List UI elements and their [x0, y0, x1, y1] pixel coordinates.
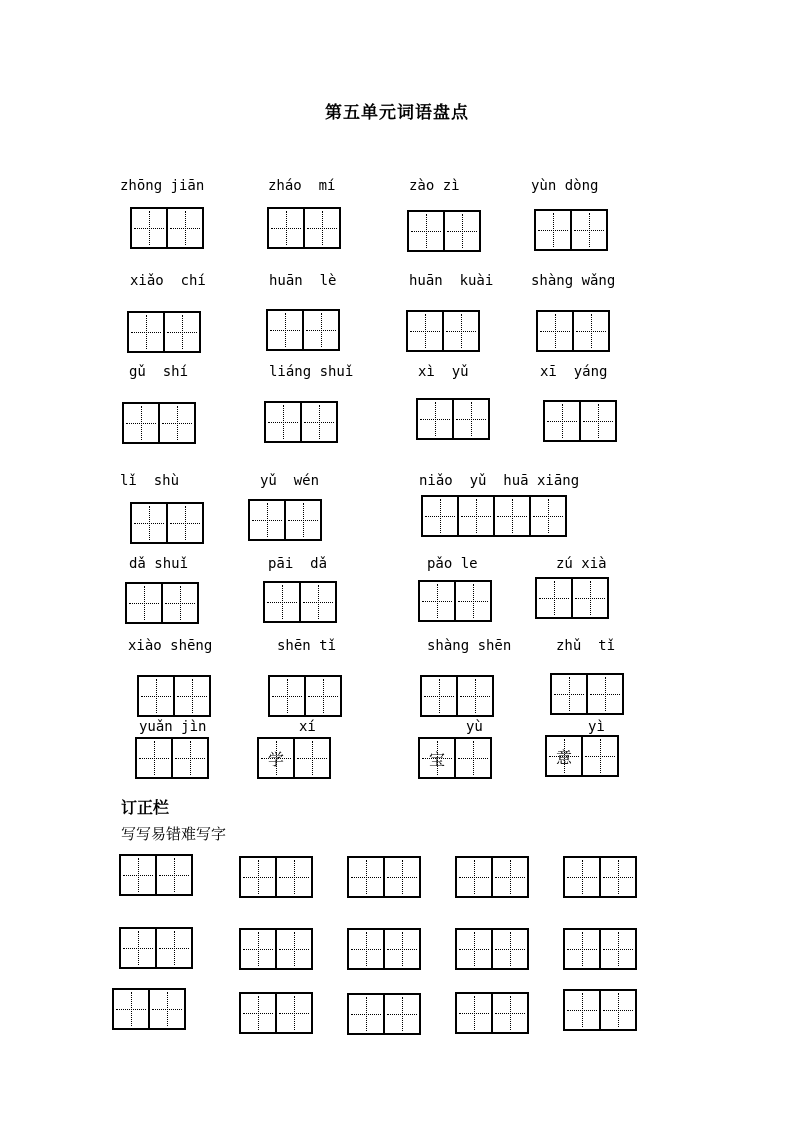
practice-grid[interactable]: [239, 856, 313, 898]
char-cell[interactable]: [121, 929, 155, 967]
practice-grid[interactable]: [119, 854, 193, 896]
char-cell[interactable]: [259, 739, 293, 777]
char-cell[interactable]: [269, 209, 303, 247]
char-cell[interactable]: [565, 991, 599, 1029]
char-cell[interactable]: [303, 209, 339, 247]
char-cell[interactable]: [163, 313, 199, 351]
char-grid[interactable]: [550, 673, 624, 715]
practice-grid[interactable]: [455, 928, 529, 970]
char-cell[interactable]: [166, 504, 202, 542]
char-cell[interactable]: [302, 311, 338, 349]
practice-grid[interactable]: [112, 988, 186, 1030]
word-pinyin: liáng shuǐ: [269, 364, 354, 380]
word-pinyin: yì: [588, 719, 605, 735]
char-cell[interactable]: [452, 400, 488, 438]
char-cell[interactable]: [349, 995, 383, 1033]
char-cell[interactable]: [457, 930, 491, 968]
char-cell[interactable]: [570, 211, 606, 249]
char-cell[interactable]: [124, 404, 158, 442]
char-grid[interactable]: [130, 207, 204, 249]
char-grid[interactable]: [407, 210, 481, 252]
practice-grid[interactable]: [239, 992, 313, 1034]
char-cell[interactable]: [491, 930, 527, 968]
char-grid[interactable]: [268, 675, 342, 717]
word-pinyin: pāi dǎ: [268, 556, 328, 572]
char-cell[interactable]: [158, 404, 194, 442]
char-cell[interactable]: [454, 739, 490, 777]
char-cell[interactable]: [491, 994, 527, 1032]
word-pinyin: huān lè: [269, 273, 337, 289]
char-grid[interactable]: [535, 577, 609, 619]
word-pinyin: xí: [299, 719, 316, 735]
char-grid[interactable]: [137, 675, 211, 717]
practice-grid[interactable]: [119, 927, 193, 969]
char-cell[interactable]: [266, 403, 300, 441]
practice-grid[interactable]: [563, 856, 637, 898]
char-cell[interactable]: [161, 584, 197, 622]
char-grid[interactable]: [416, 398, 490, 440]
practice-grid[interactable]: [347, 993, 421, 1035]
word-pinyin: shàng shēn: [427, 638, 512, 654]
char-cell[interactable]: [456, 677, 492, 715]
char-cell[interactable]: [420, 582, 454, 620]
char-grid[interactable]: [257, 737, 331, 779]
char-grid[interactable]: [418, 737, 492, 779]
char-grid[interactable]: [534, 209, 608, 251]
correction-subtitle: 写写易错难写字: [121, 825, 227, 843]
char-cell[interactable]: [537, 579, 571, 617]
char-cell[interactable]: [599, 858, 635, 896]
word-pinyin: lǐ shù: [120, 473, 180, 489]
char-cell[interactable]: [284, 501, 320, 539]
word-pinyin: shēn tǐ: [277, 638, 337, 654]
char-grid[interactable]: [130, 502, 204, 544]
word-pinyin: xiǎo chí: [130, 273, 206, 289]
word-pinyin: huān kuài: [409, 273, 494, 289]
practice-grid[interactable]: [563, 989, 637, 1031]
char-cell[interactable]: [132, 209, 166, 247]
char-cell[interactable]: [442, 312, 478, 350]
char-cell[interactable]: [171, 739, 207, 777]
char-cell[interactable]: [275, 994, 311, 1032]
char-cell[interactable]: [491, 858, 527, 896]
char-grid[interactable]: [406, 310, 480, 352]
char-grid[interactable]: [263, 581, 337, 623]
char-cell[interactable]: [422, 677, 456, 715]
char-grid[interactable]: [545, 735, 619, 777]
word-pinyin: zào zì: [409, 178, 460, 194]
char-cell[interactable]: [457, 497, 493, 535]
char-cell[interactable]: [418, 400, 452, 438]
char-cell[interactable]: [383, 858, 419, 896]
char-cell[interactable]: [420, 739, 454, 777]
char-cell[interactable]: [552, 675, 586, 713]
char-cell[interactable]: [127, 584, 161, 622]
char: 宝: [428, 749, 445, 769]
char-cell[interactable]: [457, 994, 491, 1032]
word-pinyin: yùn dòng: [531, 178, 599, 194]
page-title: 第五单元词语盘点: [325, 103, 469, 123]
char-grid[interactable]: [266, 309, 340, 351]
char-cell[interactable]: [173, 677, 209, 715]
char-grid[interactable]: [543, 400, 617, 442]
word-pinyin: dǎ shuǐ: [129, 556, 189, 572]
char-grid[interactable]: [125, 582, 199, 624]
char-cell[interactable]: [599, 930, 635, 968]
char-cell[interactable]: [572, 312, 608, 350]
word-pinyin: zhōng jiān: [120, 178, 205, 194]
char-cell[interactable]: [529, 497, 565, 535]
char-cell[interactable]: [250, 501, 284, 539]
char-cell[interactable]: [536, 211, 570, 249]
char-cell[interactable]: [565, 858, 599, 896]
word-pinyin: gǔ shí: [129, 364, 189, 380]
char-cell[interactable]: [565, 930, 599, 968]
char-grid[interactable]: [420, 675, 494, 717]
char-cell[interactable]: [241, 994, 275, 1032]
char-grid[interactable]: [248, 499, 322, 541]
char-grid[interactable]: [122, 402, 196, 444]
char-cell[interactable]: [129, 313, 163, 351]
practice-grid[interactable]: [455, 992, 529, 1034]
char-cell[interactable]: [409, 212, 443, 250]
practice-grid[interactable]: [455, 856, 529, 898]
char-cell[interactable]: [547, 737, 581, 775]
char-cell[interactable]: [132, 504, 166, 542]
char-cell[interactable]: [121, 856, 155, 894]
char-cell[interactable]: [538, 312, 572, 350]
word-pinyin: yuǎn jìn: [139, 719, 207, 735]
word-pinyin: xì yǔ: [418, 364, 469, 380]
word-pinyin: yǔ wén: [260, 473, 320, 489]
char-cell[interactable]: [443, 212, 479, 250]
char-cell[interactable]: [493, 497, 529, 535]
char-grid[interactable]: [421, 495, 567, 537]
char-cell[interactable]: [545, 402, 579, 440]
char-cell[interactable]: [383, 995, 419, 1033]
char-cell[interactable]: [241, 858, 275, 896]
word-pinyin: zhǔ tǐ: [556, 638, 616, 654]
char-cell[interactable]: [299, 583, 335, 621]
char-cell[interactable]: [293, 739, 329, 777]
char-grid[interactable]: [264, 401, 338, 443]
word-pinyin: zú xià: [556, 556, 607, 572]
char-cell[interactable]: [155, 929, 191, 967]
char-cell[interactable]: [300, 403, 336, 441]
char-cell[interactable]: [148, 990, 184, 1028]
char-cell[interactable]: [304, 677, 340, 715]
char-cell[interactable]: [454, 582, 490, 620]
word-pinyin: pǎo le: [427, 556, 478, 572]
word-pinyin: shàng wǎng: [531, 273, 616, 289]
char: 学: [267, 749, 284, 769]
char-cell[interactable]: [599, 991, 635, 1029]
char-grid[interactable]: [135, 737, 209, 779]
char-cell[interactable]: [408, 312, 442, 350]
practice-grid[interactable]: [563, 928, 637, 970]
practice-grid[interactable]: [347, 856, 421, 898]
word-pinyin: niǎo yǔ huā xiāng: [419, 473, 580, 489]
char-cell[interactable]: [114, 990, 148, 1028]
char-cell[interactable]: [383, 930, 419, 968]
char-cell[interactable]: [268, 311, 302, 349]
char-grid[interactable]: [267, 207, 341, 249]
char-cell[interactable]: [579, 402, 615, 440]
char-cell[interactable]: [581, 737, 617, 775]
word-pinyin: yù: [466, 719, 483, 735]
char-cell[interactable]: [457, 858, 491, 896]
char-cell[interactable]: [155, 856, 191, 894]
char-cell[interactable]: [586, 675, 622, 713]
char-cell[interactable]: [265, 583, 299, 621]
char-cell[interactable]: [137, 739, 171, 777]
correction-title: 订正栏: [121, 798, 170, 817]
word-pinyin: xī yáng: [540, 364, 608, 380]
char-cell[interactable]: [349, 930, 383, 968]
char-cell[interactable]: [241, 930, 275, 968]
char-cell[interactable]: [423, 497, 457, 535]
char-cell[interactable]: [275, 858, 311, 896]
char-cell[interactable]: [571, 579, 607, 617]
char: 意: [555, 747, 572, 767]
practice-grid[interactable]: [239, 928, 313, 970]
word-pinyin: zháo mí: [268, 178, 336, 194]
char-grid[interactable]: [536, 310, 610, 352]
char-cell[interactable]: [166, 209, 202, 247]
word-pinyin: xiào shēng: [128, 638, 213, 654]
char-cell[interactable]: [270, 677, 304, 715]
char-cell[interactable]: [139, 677, 173, 715]
char-grid[interactable]: [127, 311, 201, 353]
char-grid[interactable]: [418, 580, 492, 622]
practice-grid[interactable]: [347, 928, 421, 970]
char-cell[interactable]: [349, 858, 383, 896]
char-cell[interactable]: [275, 930, 311, 968]
